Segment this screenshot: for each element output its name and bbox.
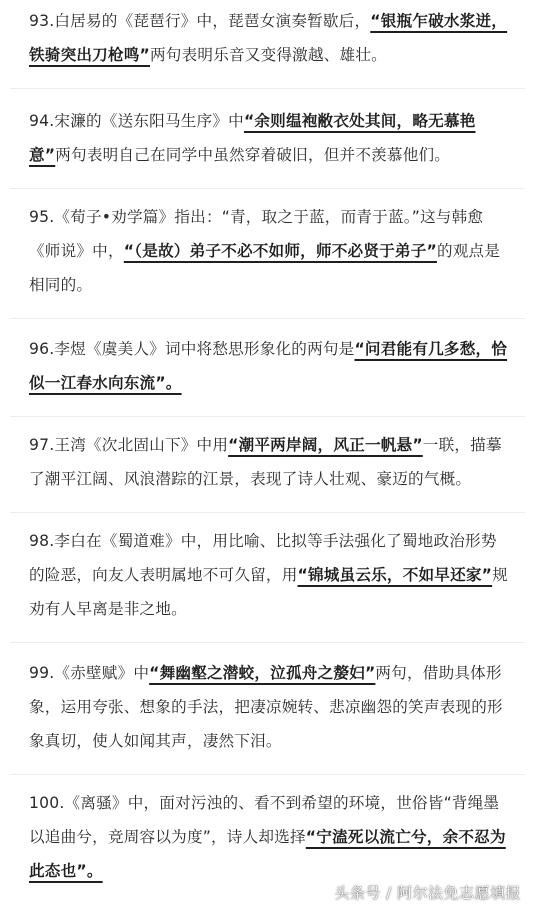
watermark: 头条号 / 阿尔法免志愿填报 (334, 884, 521, 902)
item-text: 两句表明自己在同学中虽然穿着破旧，但并不羡慕他们。 (55, 146, 451, 164)
item-text: 两句表明乐音又变得激越、雄壮。 (150, 46, 387, 64)
quote-answer: “舞幽壑之潜蛟，泣孤舟之嫠妇” (149, 664, 376, 682)
item-text: 98.李白在《蜀道难》中，用比喻、比拟等手法强化了蜀地政治形势的险恶，向友人表明属地不可久留，用 (29, 532, 497, 584)
quote-answer: “问君能有几多愁，恰似一江春水向东流”。 (29, 340, 508, 392)
quote-answer: “宁溘死以流亡兮，余不忍为此态也”。 (29, 828, 506, 880)
item-text: 97.王湾《次北固山下》中用 (29, 436, 229, 454)
list-item (29, 428, 509, 496)
item-text: 94.宋濂的《送东阳马生序》中 (29, 112, 244, 130)
divider (10, 512, 525, 513)
list-item (29, 332, 509, 400)
divider (10, 416, 525, 417)
list-item (29, 4, 509, 72)
list-item (29, 200, 509, 302)
item-text: 99.《赤壁赋》中 (29, 664, 150, 682)
quote-answer: “锦城虽云乐，不如早还家” (297, 566, 493, 584)
item-text: 的观点是相同的。 (29, 242, 501, 294)
item-text: 一联，描摹了潮平江阔、风浪潜踪的江景，表现了诗人壮观、豪迈的气概。 (29, 436, 502, 488)
item-text: 规劝有人早离是非之地。 (29, 566, 508, 618)
quote-answer: “余则缊袍敝衣处其间，略无慕艳意” (29, 112, 476, 164)
list-item (29, 656, 509, 758)
item-text: 两句，借助具体形象，运用夸张、想象的手法，把凄凉婉转、悲凉幽怨的笑声表现的形象真切，使人如闻其声，凄然下泪。 (29, 664, 503, 750)
item-text: 93.白居易的《琵琶行》中，琵琶女演奏暂歇后， (29, 12, 371, 30)
divider (10, 188, 525, 189)
quote-answer: “潮平两岸阔，风正一帆悬” (228, 436, 423, 454)
divider (10, 318, 525, 319)
list-item (29, 786, 509, 888)
divider (10, 642, 525, 643)
item-text: 100.《离骚》中，面对污浊的、看不到希望的环境，世俗皆“背绳墨以追曲兮，竞周容以为度”，诗人却选择 (29, 794, 500, 846)
quote-answer: “银瓶乍破水浆迸，铁骑突出刀枪鸣” (29, 12, 508, 64)
list-item (29, 104, 509, 172)
item-text: 96.李煜《虞美人》词中将愁思形象化的两句是 (29, 340, 355, 358)
divider (10, 88, 525, 89)
quote-answer: “（是故）弟子不必不如师，师不必贤于弟子” (123, 242, 437, 260)
list-item (29, 524, 509, 626)
item-text: 95.《荀子•劝学篇》指出：“青，取之于蓝，而青于蓝。”这与韩愈《师说》中， (29, 208, 484, 260)
divider (10, 774, 525, 775)
